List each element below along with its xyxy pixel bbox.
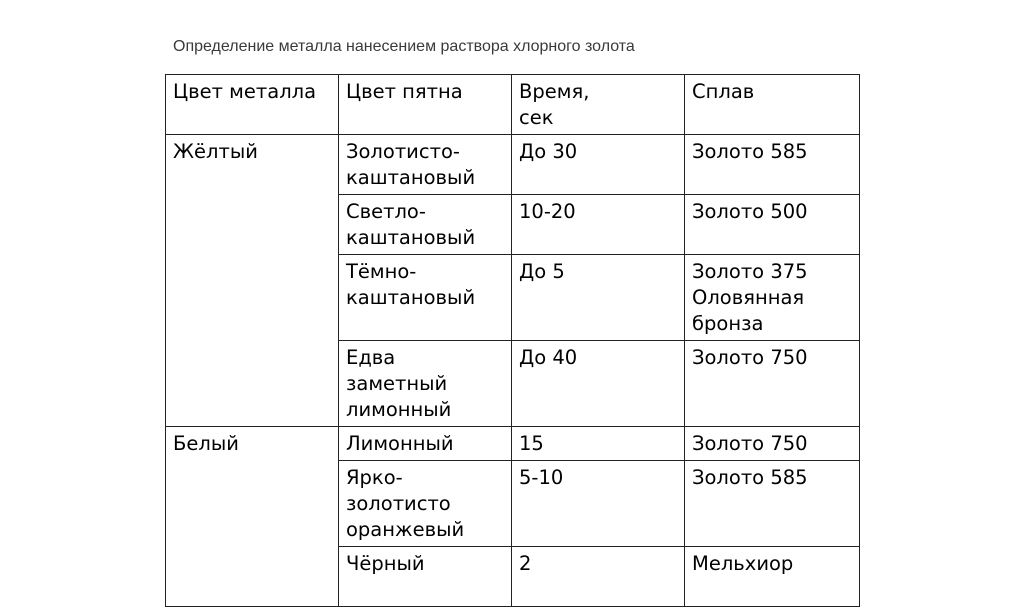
alloy-cell: Мельхиор (685, 547, 860, 607)
spot-color-cell: Тёмно- каштановый (339, 255, 512, 341)
time-cell: До 40 (512, 341, 685, 427)
metal-identification-table (165, 74, 860, 607)
time-cell: До 30 (512, 135, 685, 195)
header-alloy: Сплав (685, 75, 860, 135)
time-cell: 5-10 (512, 461, 685, 547)
spot-color-cell: Чёрный (339, 547, 512, 607)
table-row (166, 135, 860, 195)
time-cell: 15 (512, 427, 685, 461)
metal-color-cell: Белый (166, 427, 339, 607)
time-cell: 10-20 (512, 195, 685, 255)
time-cell: 2 (512, 547, 685, 607)
alloy-cell: Золото 750 (685, 341, 860, 427)
header-metal-color: Цвет металла (166, 75, 339, 135)
table-header-row (166, 75, 860, 135)
spot-color-cell: Светло- каштановый (339, 195, 512, 255)
alloy-cell: Золото 750 (685, 427, 860, 461)
alloy-cell: Золото 500 (685, 195, 860, 255)
spot-color-cell: Золотисто- каштановый (339, 135, 512, 195)
metal-color-cell: Жёлтый (166, 135, 339, 427)
time-cell: До 5 (512, 255, 685, 341)
header-time: Время, сек (512, 75, 685, 135)
spot-color-cell: Ярко- золотисто оранжевый (339, 461, 512, 547)
alloy-cell: Золото 585 (685, 461, 860, 547)
alloy-cell: Золото 585 (685, 135, 860, 195)
table-row (166, 427, 860, 461)
spot-color-cell: Лимонный (339, 427, 512, 461)
alloy-cell: Золото 375 Оловянная бронза (685, 255, 860, 341)
page-title: Определение металла нанесением раствора хлорного золота (173, 38, 635, 55)
header-spot-color: Цвет пятна (339, 75, 512, 135)
spot-color-cell: Едва заметный лимонный (339, 341, 512, 427)
